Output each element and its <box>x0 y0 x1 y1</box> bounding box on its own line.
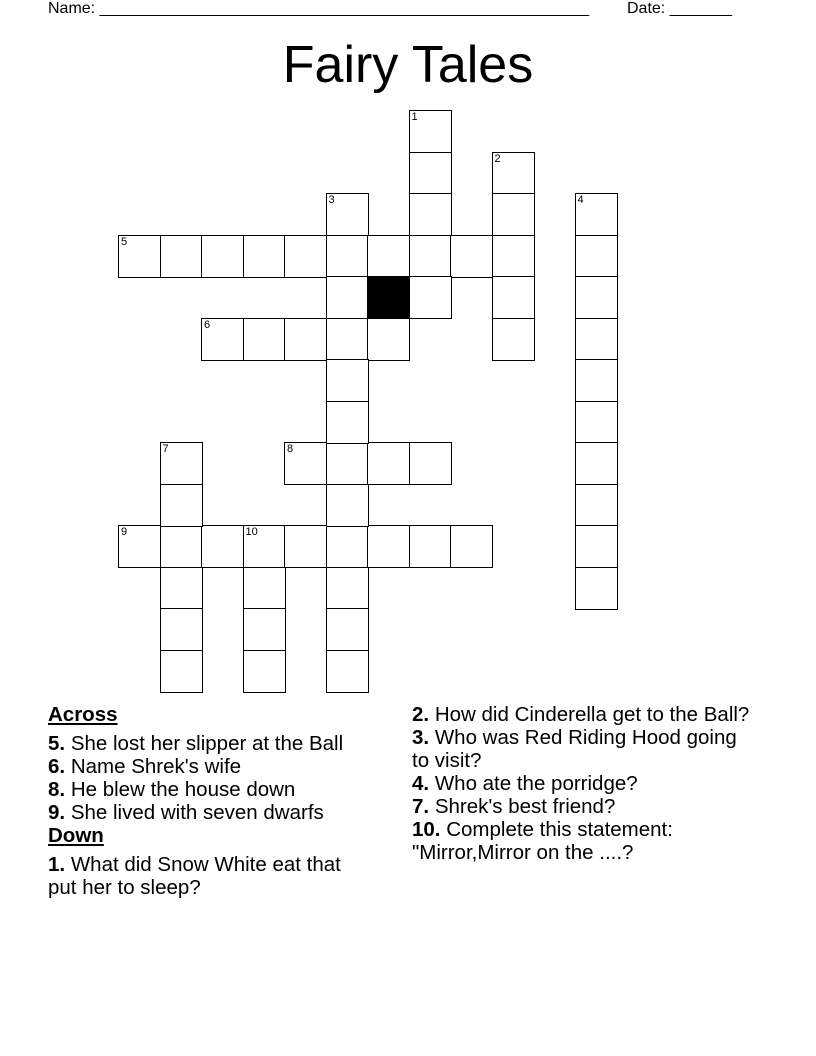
cell-number: 4 <box>577 194 584 206</box>
grid-cell[interactable] <box>450 525 493 568</box>
clues-left-column <box>48 703 368 899</box>
clue-down-3 <box>412 726 752 772</box>
grid-cell[interactable] <box>575 193 618 236</box>
date-line: Date: _______ <box>627 0 732 17</box>
clue-number: 4. <box>412 772 430 795</box>
clue-number: 6. <box>48 755 66 778</box>
grid-cell[interactable] <box>118 525 161 568</box>
grid-cell[interactable] <box>243 525 286 568</box>
grid-cell[interactable] <box>575 525 618 568</box>
clue-text: She lost her slipper at the Ball <box>70 732 344 755</box>
clue-number: 3. <box>412 726 430 749</box>
grid-cell[interactable] <box>409 110 452 153</box>
cell-number: 7 <box>162 443 169 455</box>
grid-cell[interactable] <box>575 567 618 610</box>
grid-cell[interactable] <box>409 152 452 195</box>
grid-cell[interactable] <box>492 276 535 319</box>
clue-number: 10. <box>412 818 441 841</box>
grid-cell[interactable] <box>326 484 369 527</box>
grid-cell[interactable] <box>367 318 410 361</box>
grid-cell[interactable] <box>575 484 618 527</box>
grid-cell[interactable] <box>243 567 286 610</box>
grid-cell[interactable] <box>160 567 203 610</box>
clue-text: Shrek's best friend? <box>434 795 616 818</box>
name-line: Name: _______________________________________________________ <box>48 0 589 17</box>
grid-cell[interactable] <box>284 318 327 361</box>
grid-cell[interactable] <box>243 318 286 361</box>
grid-cell-black <box>367 276 410 319</box>
grid-cell[interactable] <box>575 359 618 402</box>
clue-text: Who was Red Riding Hood going to visit? <box>412 726 737 772</box>
grid-cell[interactable] <box>575 442 618 485</box>
grid-cell[interactable] <box>326 235 369 278</box>
clue-number: 7. <box>412 795 430 818</box>
clue-number: 5. <box>48 732 66 755</box>
grid-cell[interactable] <box>160 608 203 651</box>
grid-cell[interactable] <box>492 318 535 361</box>
clue-down-10 <box>412 818 752 864</box>
cell-number: 6 <box>204 318 211 331</box>
clue-down-1 <box>48 853 368 899</box>
grid-cell[interactable] <box>367 525 410 568</box>
cell-number: 10 <box>245 526 258 538</box>
grid-cell[interactable] <box>575 235 618 278</box>
grid-cell[interactable] <box>409 276 452 319</box>
grid-cell[interactable] <box>326 318 369 361</box>
clue-across-8 <box>48 778 368 801</box>
grid-cell[interactable] <box>326 193 369 236</box>
grid-cell[interactable] <box>326 567 369 610</box>
grid-cell[interactable] <box>118 235 161 278</box>
grid-cell[interactable] <box>492 235 535 278</box>
grid-cell[interactable] <box>201 235 244 278</box>
grid-cell[interactable] <box>160 235 203 278</box>
clues-right-column <box>412 703 752 864</box>
grid-cell[interactable] <box>284 235 327 278</box>
grid-cell[interactable] <box>367 235 410 278</box>
clue-number: 8. <box>48 778 66 801</box>
grid-cell[interactable] <box>243 650 286 693</box>
grid-cell[interactable] <box>326 608 369 651</box>
cell-number: 9 <box>121 526 128 538</box>
clue-down-4 <box>412 772 752 795</box>
grid-cell[interactable] <box>409 442 452 485</box>
clue-text: He blew the house down <box>70 778 296 801</box>
grid-cell[interactable] <box>575 318 618 361</box>
clue-text: How did Cinderella get to the Ball? <box>434 703 750 726</box>
grid-cell[interactable] <box>160 525 203 568</box>
grid-cell[interactable] <box>160 484 203 527</box>
grid-cell[interactable] <box>284 525 327 568</box>
grid-cell[interactable] <box>575 401 618 444</box>
clue-text: Name Shrek's wife <box>70 755 242 778</box>
grid-cell[interactable] <box>201 525 244 568</box>
grid-cell[interactable] <box>326 650 369 693</box>
grid-cell[interactable] <box>409 193 452 236</box>
grid-cell[interactable] <box>409 235 452 278</box>
grid-cell[interactable] <box>575 276 618 319</box>
cell-number: 2 <box>494 152 501 165</box>
grid-cell[interactable] <box>492 193 535 236</box>
grid-cell[interactable] <box>492 152 535 195</box>
grid-cell[interactable] <box>243 608 286 651</box>
page-title: Fairy Tales <box>282 36 534 94</box>
grid-cell[interactable] <box>367 442 410 485</box>
clue-number: 1. <box>48 853 66 876</box>
clue-number: 9. <box>48 801 66 824</box>
grid-cell[interactable] <box>326 442 369 485</box>
down-heading: Down <box>48 824 104 847</box>
grid-cell[interactable] <box>160 650 203 693</box>
grid-cell[interactable] <box>326 401 369 444</box>
clue-text: Who ate the porridge? <box>434 772 638 795</box>
clue-text: What did Snow White eat that put her to sleep? <box>48 853 341 899</box>
grid-cell[interactable] <box>326 525 369 568</box>
cell-number: 8 <box>287 443 294 455</box>
cell-number: 3 <box>328 194 335 206</box>
grid-cell[interactable] <box>450 235 493 278</box>
clue-down-2 <box>412 703 752 726</box>
clue-across-6 <box>48 755 368 778</box>
grid-cell[interactable] <box>243 235 286 278</box>
across-heading: Across <box>48 703 118 726</box>
grid-cell[interactable] <box>409 525 452 568</box>
clue-across-5 <box>48 732 368 755</box>
grid-cell[interactable] <box>284 442 327 485</box>
grid-cell[interactable] <box>326 276 369 319</box>
grid-cell[interactable] <box>326 359 369 402</box>
grid-cell[interactable] <box>201 318 244 361</box>
clue-text: Complete this statement: "Mirror,Mirror on the ....? <box>412 818 673 864</box>
clue-down-7 <box>412 795 752 818</box>
clue-number: 2. <box>412 703 430 726</box>
clue-across-9 <box>48 801 368 824</box>
cell-number: 1 <box>411 111 418 123</box>
grid-cell[interactable] <box>160 442 203 485</box>
clue-text: She lived with seven dwarfs <box>70 801 324 824</box>
cell-number: 5 <box>121 235 128 248</box>
